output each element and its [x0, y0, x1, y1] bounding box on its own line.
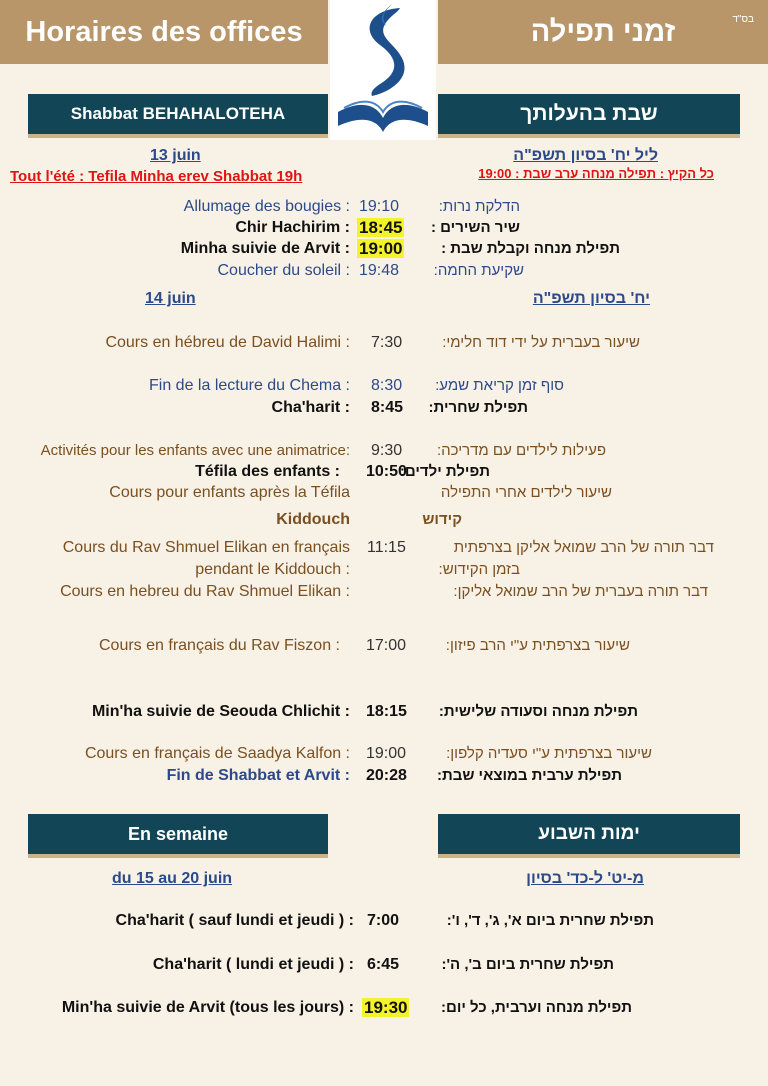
saturday-row-11-time: 18:15 [366, 703, 407, 720]
saturday-row-7-time: 11:15 [367, 539, 406, 556]
week-row-2-time: 19:30 [364, 998, 408, 1017]
friday-row-3-time: 19:48 [359, 262, 400, 279]
saturday-row-4-fr: Téfila des enfants : [195, 463, 340, 480]
friday-row-1-he: שיר השירים : [431, 219, 520, 236]
shabbat-bar-fr: Shabbat BEHAHALOTEHA [28, 94, 328, 134]
date-week-fr: du 15 au 20 juin [112, 870, 233, 887]
saturday-row-11-he: תפילת מנחה וסעודה שלישית: [438, 703, 638, 720]
saturday-row-1-he: סוף זמן קריאת שמע: [435, 377, 564, 394]
friday-row-0-fr: Allumage des bougies : [183, 198, 350, 215]
friday-row-1-time: 18:45 [359, 218, 403, 237]
saturday-row-1-time: 8:30 [371, 377, 403, 394]
saturday-row-12-fr: Cours en français de Saadya Kalfon : [84, 745, 350, 762]
week-bar-he: ימות השבוע [438, 814, 740, 854]
friday-row-1-fr: Chir Hachirim : [235, 219, 350, 236]
saturday-row-5-he: שיעור לילדים אחרי התפילה [440, 484, 612, 501]
saturday-row-1-fr: Fin de la lecture du Chema : [149, 377, 350, 394]
week-row-0-fr: Cha'harit ( sauf lundi et jeudi ) : [115, 912, 354, 929]
synagogue-logo-icon [330, 0, 436, 140]
week-row-0-he: תפילת שחרית ביום א', ג', ד', ו': [446, 912, 654, 929]
saturday-row-4-he: תפילת ילדים: [399, 463, 490, 480]
header-title-fr: Horaires des offices [0, 0, 328, 64]
saturday-row-10-time: 17:00 [366, 637, 407, 654]
saturday-row-10-fr: Cours en français du Rav Fiszon : [99, 637, 340, 654]
saturday-row-2-he: תפילת שחרית: [428, 399, 528, 416]
saturday-row-10-he: שיעור בצרפתית ע"י הרב פיזון: [445, 637, 630, 654]
week-row-2-he: תפילת מנחה וערבית, כל יום: [441, 999, 632, 1016]
saturday-row-7-he: דבר תורה של הרב שמואל אליקן בצרפתית [453, 539, 714, 556]
saturday-row-2-fr: Cha'harit : [271, 399, 350, 416]
friday-row-3-he: שקיעת החמה: [433, 262, 524, 279]
date-saturday-fr: 14 juin [145, 290, 196, 307]
date-saturday-he: יח' בסיון תשפ"ה [532, 290, 650, 307]
saturday-row-6-he: קידוש [422, 511, 462, 528]
friday-row-0-he: הדלקת נרות: [438, 198, 520, 215]
friday-row-2-time: 19:00 [359, 239, 403, 258]
date-friday-he: ליל יח' בסיון תשפ"ה [513, 147, 658, 164]
friday-row-2-he: תפילת מנחה וקבלת שבת : [441, 240, 620, 257]
saturday-row-7-fr: Cours du Rav Shmuel Elikan en français [62, 539, 350, 556]
shabbat-bar-he: שבת בהעלותך [438, 94, 740, 134]
saturday-row-9-he: דבר תורה בעברית של הרב שמואל אליקן: [453, 583, 708, 600]
saturday-row-6-fr: Kiddouch [276, 511, 350, 528]
saturday-row-2-time: 8:45 [371, 399, 404, 416]
saturday-row-13-fr: Fin de Shabbat et Arvit : [166, 767, 350, 784]
saturday-row-13-time: 20:28 [366, 767, 407, 784]
saturday-row-9-fr: Cours en hebreu du Rav Shmuel Elikan : [60, 583, 350, 600]
header-title-he [438, 0, 768, 64]
saturday-row-8-he: בזמן הקידוש: [438, 561, 520, 578]
summer-notice-he: כל הקיץ : תפילה מנחה ערב שבת : 19:00 [478, 166, 714, 181]
date-week-he: מ-יט' ל-כד' בסיון [526, 870, 644, 887]
saturday-row-3-fr: Activités pour les enfants avec une animatrice: [40, 442, 350, 459]
saturday-row-13-he: תפילת ערבית במוצאי שבת: [436, 767, 622, 784]
header-title-he-text: זמני תפילה [530, 15, 676, 48]
week-row-1-he: תפילת שחרית ביום ב', ה': [441, 956, 614, 973]
week-row-1-time: 6:45 [367, 956, 400, 973]
saturday-row-3-he: פעילות לילדים עם מדריכה: [436, 442, 606, 459]
saturday-row-0-time: 7:30 [371, 334, 403, 351]
saturday-row-12-time: 19:00 [366, 745, 407, 762]
saturday-row-3-time: 9:30 [371, 442, 403, 459]
saturday-row-11-fr: Min'ha suivie de Seouda Chlichit : [91, 703, 350, 720]
week-row-2-fr: Min'ha suivie de Arvit (tous les jours) : [61, 999, 354, 1016]
saturday-row-4-time: 10:50 [366, 463, 407, 480]
friday-row-3-fr: Coucher du soleil : [217, 262, 350, 279]
saturday-row-0-fr: Cours en hébreu de David Halimi : [105, 334, 350, 351]
friday-row-2-fr: Minha suivie de Arvit : [180, 240, 350, 257]
saturday-row-0-he: שיעור בעברית על ידי דוד חלימי: [442, 334, 640, 351]
bsd-mark: בס"ד [732, 14, 754, 25]
week-bar-fr: En semaine [28, 814, 328, 854]
friday-row-0-time: 19:10 [359, 198, 400, 215]
date-friday-fr: 13 juin [150, 147, 201, 164]
saturday-row-8-fr: pendant le Kiddouch : [195, 561, 350, 578]
summer-notice-fr: Tout l'été : Tefila Minha erev Shabbat 19h [10, 168, 303, 185]
week-row-0-time: 7:00 [367, 912, 400, 929]
saturday-row-12-he: שיעור בצרפתית ע"י סעדיה קלפון: [446, 745, 652, 762]
week-row-1-fr: Cha'harit ( lundi et jeudi ) : [152, 956, 354, 973]
saturday-row-5-fr: Cours pour enfants après la Téfila [109, 484, 350, 501]
